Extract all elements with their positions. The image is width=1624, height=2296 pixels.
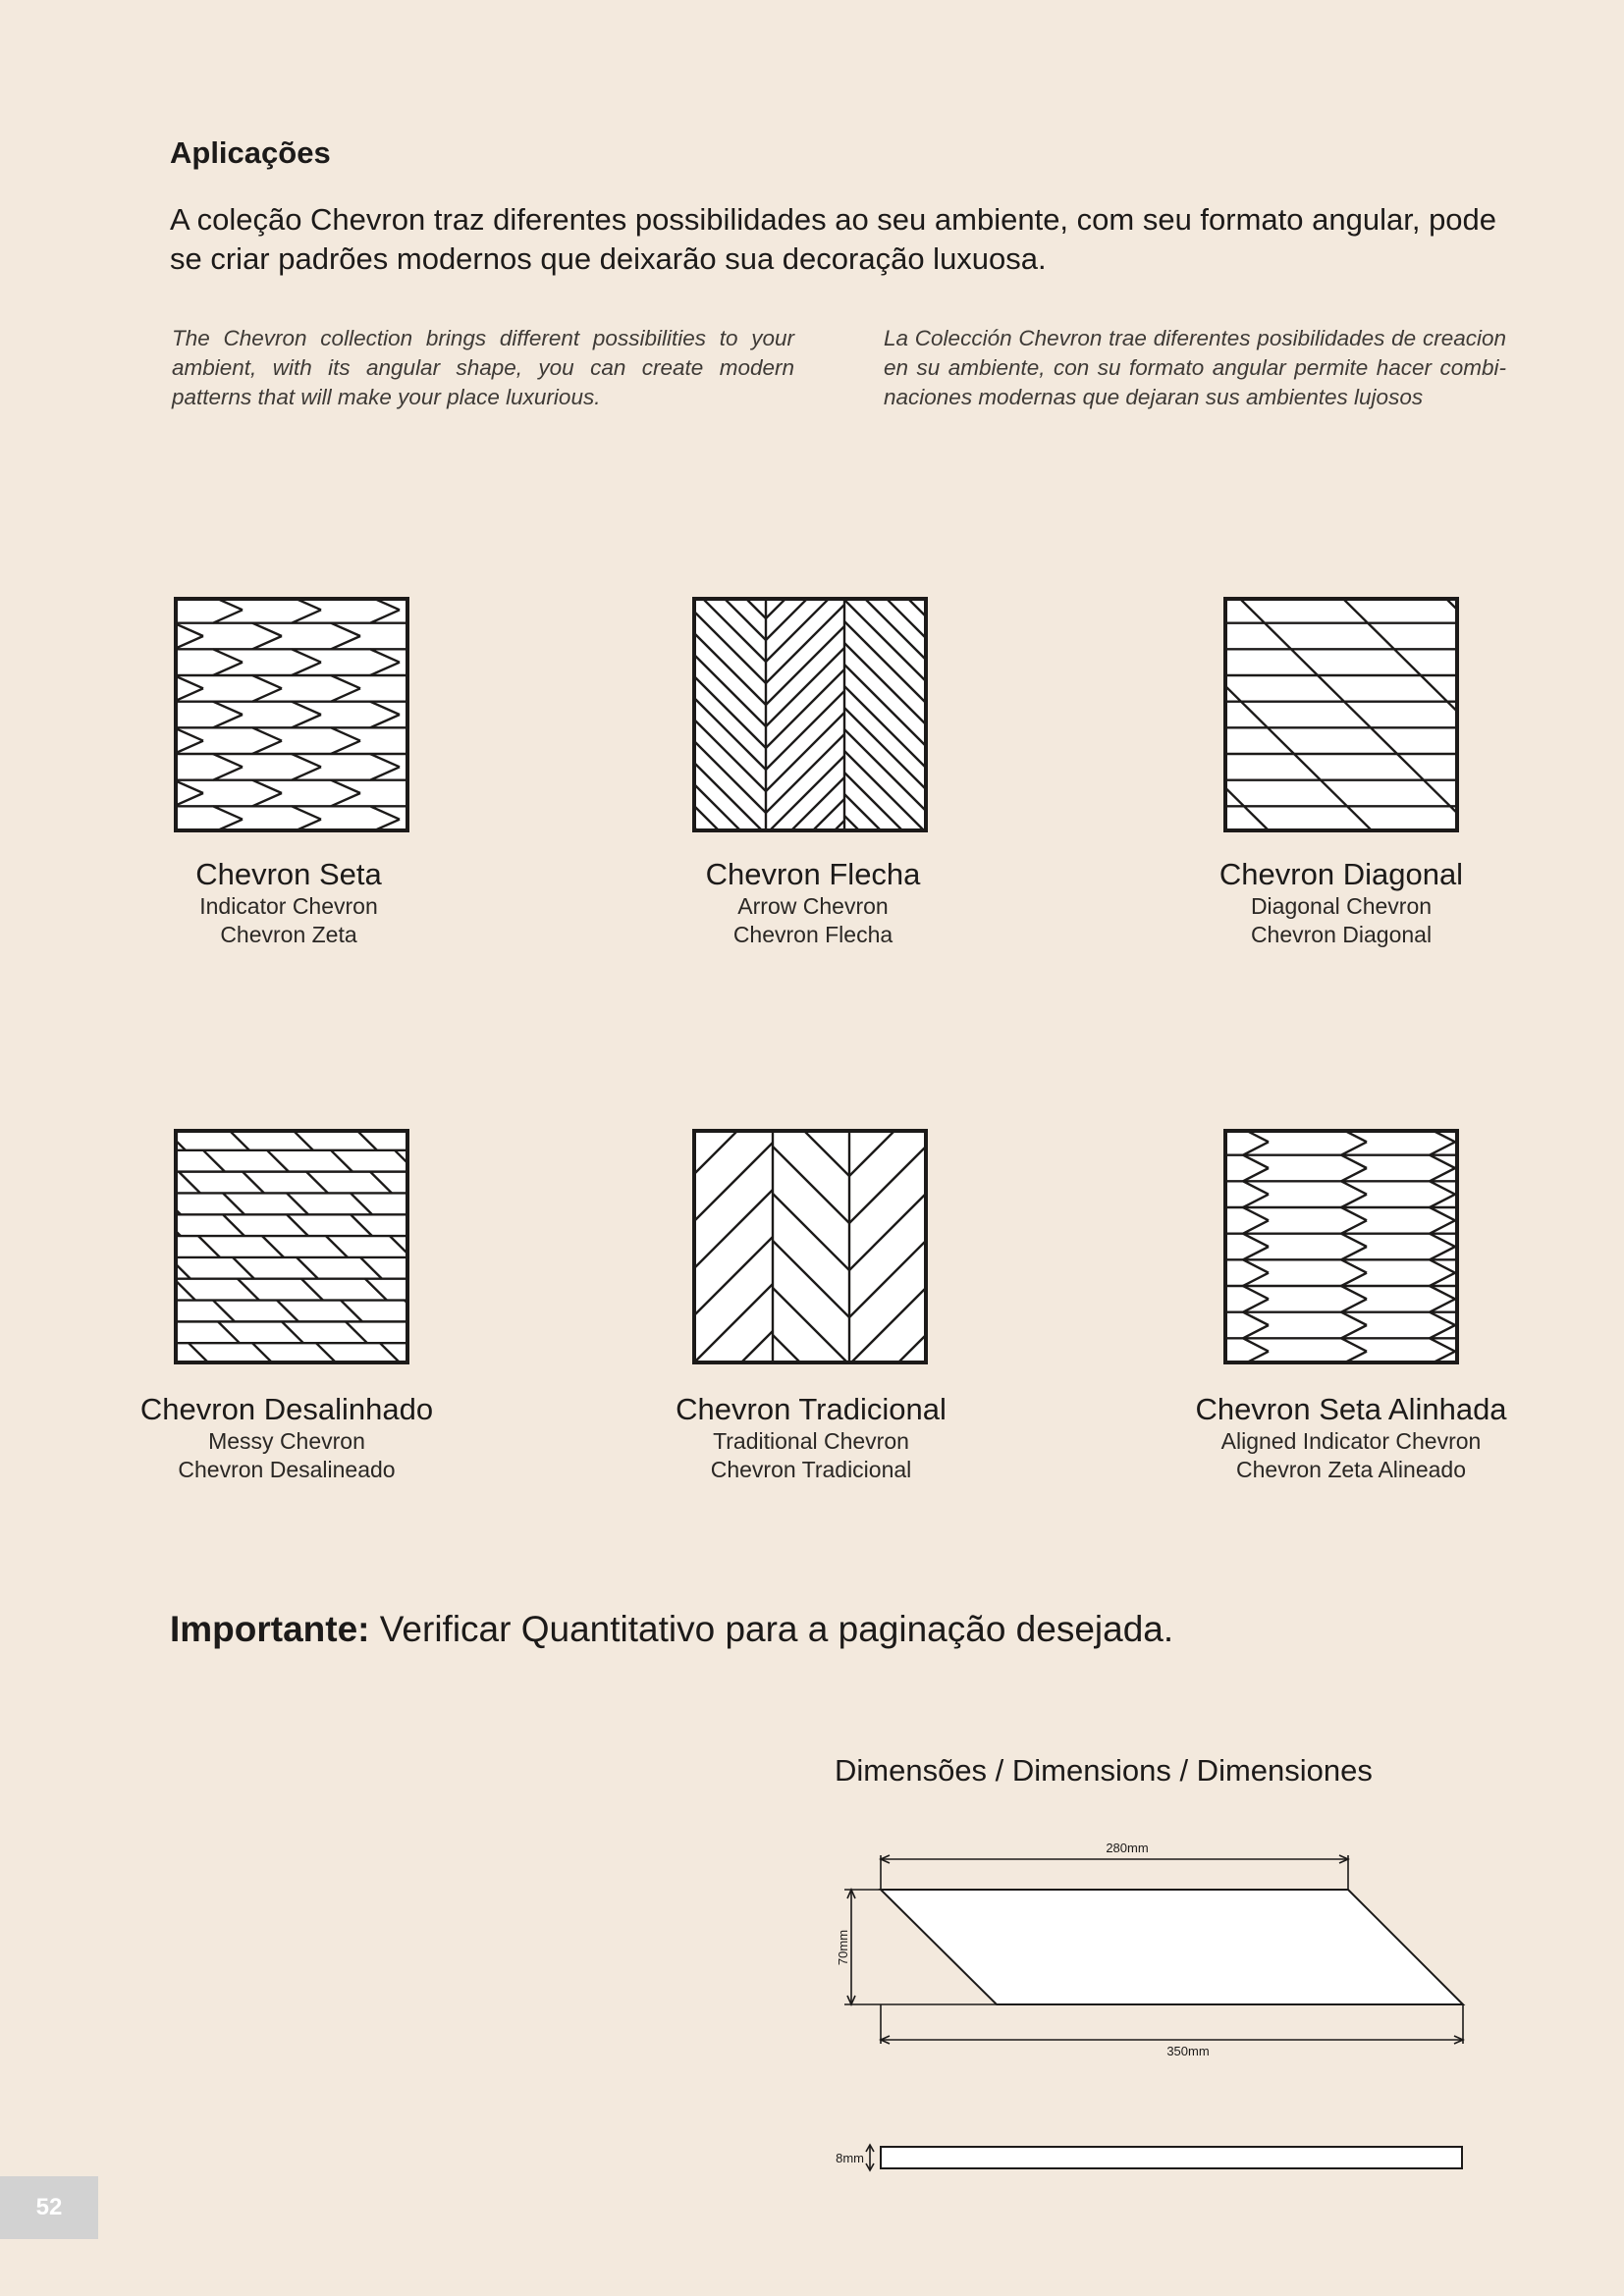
pattern-label-diagonal: Chevron Diagonal Diagonal Chevron Chevron Diagonal	[1218, 857, 1464, 947]
top-width-label: 280mm	[1106, 1841, 1149, 1855]
important-note	[170, 1606, 1173, 1653]
page-heading: Aplicações	[170, 135, 331, 170]
height-label: 70mm	[836, 1929, 850, 1966]
pattern-label-tradicional: Chevron Tradicional Traditional Chevron Chevron Tradicional	[676, 1392, 947, 1482]
pattern-label-flecha: Chevron Flecha Arrow Chevron Chevron Flecha	[705, 857, 921, 947]
chevron-tradicional-pattern-icon	[692, 1129, 928, 1364]
chevron-flecha-pattern-icon	[692, 597, 928, 832]
dimensions-diagram	[825, 1826, 1473, 2179]
intro-portuguese: A coleção Chevron traz diferentes possibilidades ao seu ambiente, com seu formato angular, pode se criar padrões modernos que deixarão sua decoração luxuosa.	[170, 202, 1497, 276]
chevron-desalinhado-pattern-icon	[174, 1129, 409, 1364]
thickness-label: 8mm	[836, 2151, 864, 2165]
page-number: 52	[35, 2194, 63, 2220]
piece-shape	[881, 1890, 1463, 2004]
chevron-seta-alinhada-pattern-icon	[1223, 1129, 1459, 1364]
important-label: Importante:	[170, 1609, 370, 1649]
intro-spanish: La Colección Chevron trae diferentes posibilidades de creacion en su ambiente, con su formato angular permite hacer combi-naciones modernas que dejaran sus ambientes lujosos	[884, 326, 1506, 409]
chevron-seta-pattern-icon	[174, 597, 409, 832]
bottom-width-label: 350mm	[1166, 2044, 1210, 2058]
chevron-diagonal-pattern-icon	[1223, 597, 1459, 832]
pattern-label-seta-alinhada: Chevron Seta Alinhada Aligned Indicator Chevron Chevron Zeta Alineado	[1195, 1392, 1507, 1482]
intro-english: The Chevron collection brings different possibilities to your ambient, with its angular shape, you can create modern patterns that will make your place luxurious.	[172, 326, 794, 409]
pattern-label-seta: Chevron Seta Indicator Chevron Chevron Zeta	[195, 857, 382, 947]
dimensions-title: Dimensões / Dimensions / Dimensiones	[835, 1753, 1373, 1788]
thickness-bar	[881, 2147, 1462, 2168]
pattern-label-desalinhado: Chevron Desalinhado Messy Chevron Chevron Desalineado	[139, 1392, 434, 1482]
important-text: Verificar Quantitativo para a paginação desejada.	[379, 1609, 1174, 1649]
page-number-box	[0, 2176, 98, 2239]
